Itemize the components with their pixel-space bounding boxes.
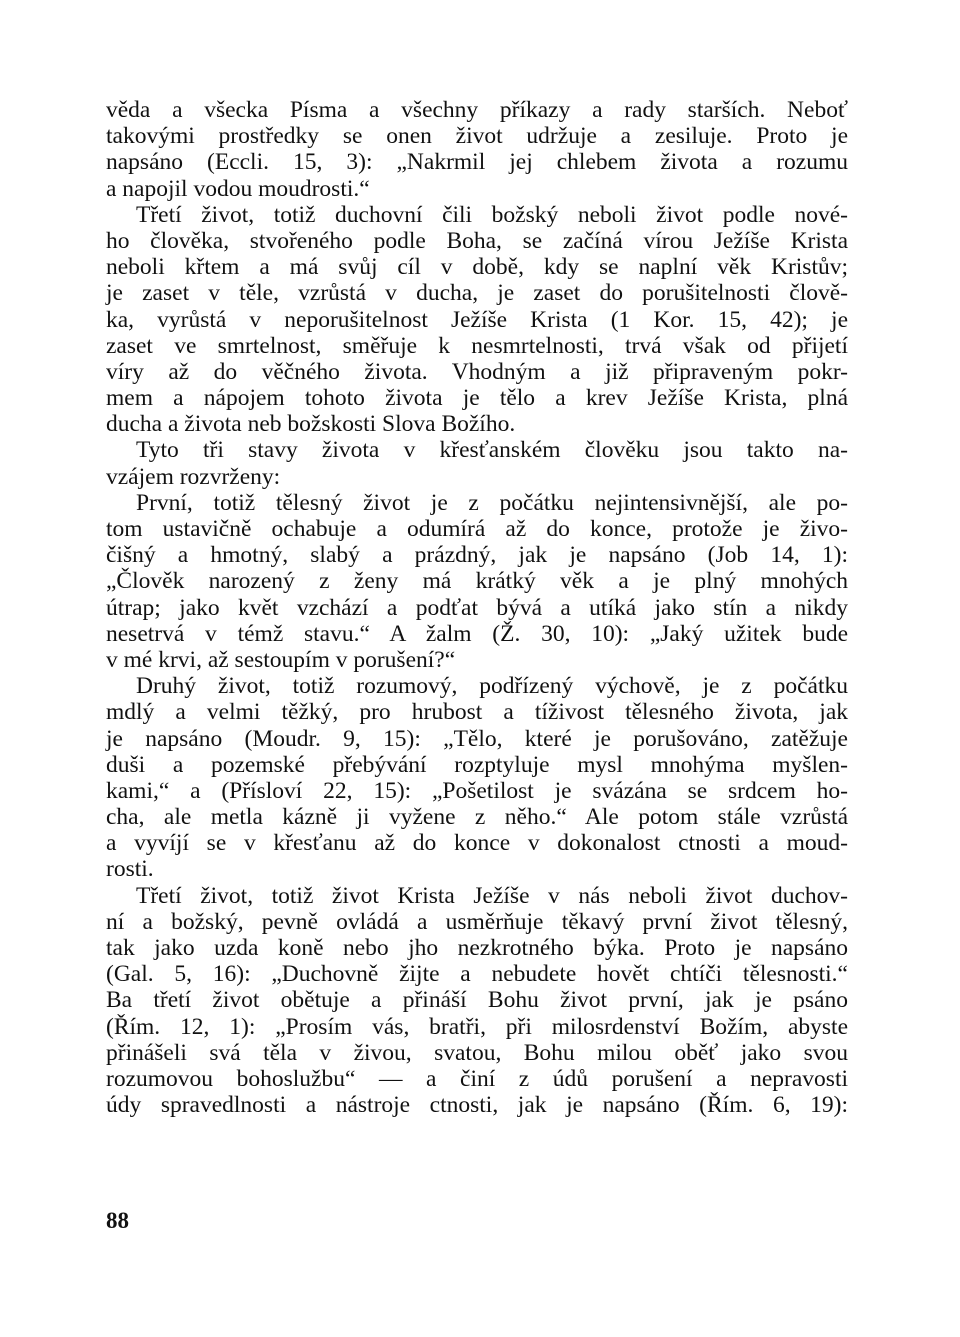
- text-line: První, totiž tělesný život je z počátku nejintensivnější, ale po-: [136, 489, 848, 516]
- text-line: rosti.: [106, 856, 154, 883]
- text-line: a napojil vodou moudrosti.“: [106, 175, 370, 202]
- text-line: rozumovou bohoslužbu“ — a činí z údů porušení a nepravosti: [106, 1065, 848, 1092]
- text-line: tom ustavičně ochabuje a odumírá až do konce, protože je živo-: [106, 516, 848, 542]
- text-line: kami,“ a (Přísloví 22, 15): „Pošetilost je svázána se srdcem ho-: [106, 777, 848, 804]
- page-number: 88: [106, 1208, 129, 1233]
- text-line: vzájem rozvrženy:: [106, 463, 281, 490]
- text-line: nesetrvá v témž stavu.“ A žalm (Ž. 30, 10): „Jaký užitek bude: [106, 620, 848, 647]
- text-line: (Gal. 5, 16): „Duchovně žijte a nebudete hovět chtíči tělesnosti.“: [106, 961, 848, 988]
- text-line: věda a všecka Písma a všechny příkazy a rady starších. Neboť: [106, 97, 848, 123]
- text-line: ní a božský, pevně ovládá a usměrňuje těkavý první život tělesný,: [106, 908, 848, 935]
- text-line: je zaset v těle, vzrůstá v ducha, je zaset do porušitelnosti člově-: [106, 280, 848, 307]
- text-line: duši a pozemské přebývání rozptyluje mysl mnohýma myšlen-: [106, 751, 848, 778]
- text-line: „Člověk narozený z ženy má krátký věk a je plný mnohých: [106, 568, 848, 595]
- text-line: tak jako uzda koně nebo jho nezkrotného býka. Proto je napsáno: [106, 935, 848, 961]
- text-line: neboli křtem a má svůj cíl v době, kdy se naplní věk Kristův;: [106, 254, 848, 281]
- text-line: čišný a hmotný, slabý a prázdný, jak je napsáno (Job 14, 1):: [106, 542, 848, 569]
- text-line: útrap; jako květ vzchází a podťat bývá a utíká jako stín a nikdy: [106, 594, 848, 621]
- text-line: mem a nápojem tohoto života je tělo a krev Ježíše Krista, plná: [106, 385, 848, 412]
- text-line: přinášeli svá těla v živou, svatou, Bohu milou oběť jako svou: [106, 1039, 848, 1066]
- text-line: Tyto tři stavy života v křesťanském člověku jsou takto na-: [136, 437, 848, 464]
- text-line: Třetí život, totiž duchovní čili božský neboli život podle nové-: [136, 201, 848, 228]
- text-line: ho člověka, stvořeného podle Boha, se začíná vírou Ježíše Krista: [106, 227, 848, 254]
- text-line: mdlý a velmi těžký, pro hrubost a tíživost tělesného života, jak: [106, 699, 848, 726]
- text-line: Ba třetí život obětuje a přináší Bohu život první, jak je psáno: [106, 987, 848, 1014]
- text-line: takovými prostředky se onen život udržuje a zesiluje. Proto je: [106, 123, 848, 150]
- text-line: Druhý život, totiž rozumový, podřízený výchově, je z počátku: [136, 673, 848, 700]
- text-line: víry až do věčného života. Vhodným a již připraveným pokr-: [106, 358, 848, 385]
- text-line: ka, vyrůstá v neporušitelnost Ježíše Krista (1 Kor. 15, 42); je: [106, 306, 848, 333]
- text-line: zaset ve smrtelnost, směřuje k nesmrtelnosti, trvá však od přijetí: [106, 332, 848, 359]
- text-line: napsáno (Eccli. 15, 3): „Nakrmil jej chlebem života a rozumu: [106, 149, 848, 176]
- text-line: (Řím. 12, 1): „Prosím vás, bratři, při milosrdenství Božím, abyste: [106, 1013, 848, 1040]
- text-line: v mé krvi, až sestoupím v porušení?“: [106, 646, 456, 673]
- body-text: [106, 97, 848, 1118]
- text-line: údy spravedlnosti a nástroje ctnosti, jak je napsáno (Řím. 6, 19):: [106, 1092, 848, 1119]
- text-line: je napsáno (Moudr. 9, 15): „Tělo, které je porušováno, zatěžuje: [106, 725, 848, 752]
- text-line: a vyvíjí se v křesťanu až do konce v dokonalost ctnosti a moud-: [106, 830, 848, 857]
- text-line: ducha a života neb božskosti Slova Božího.: [106, 411, 516, 438]
- text-line: cha, ale metla kázně ji vyžene z něho.“ Ale potom stále vzrůstá: [106, 804, 848, 831]
- text-line: Třetí život, totiž život Krista Ježíše v nás neboli život duchov-: [136, 882, 848, 909]
